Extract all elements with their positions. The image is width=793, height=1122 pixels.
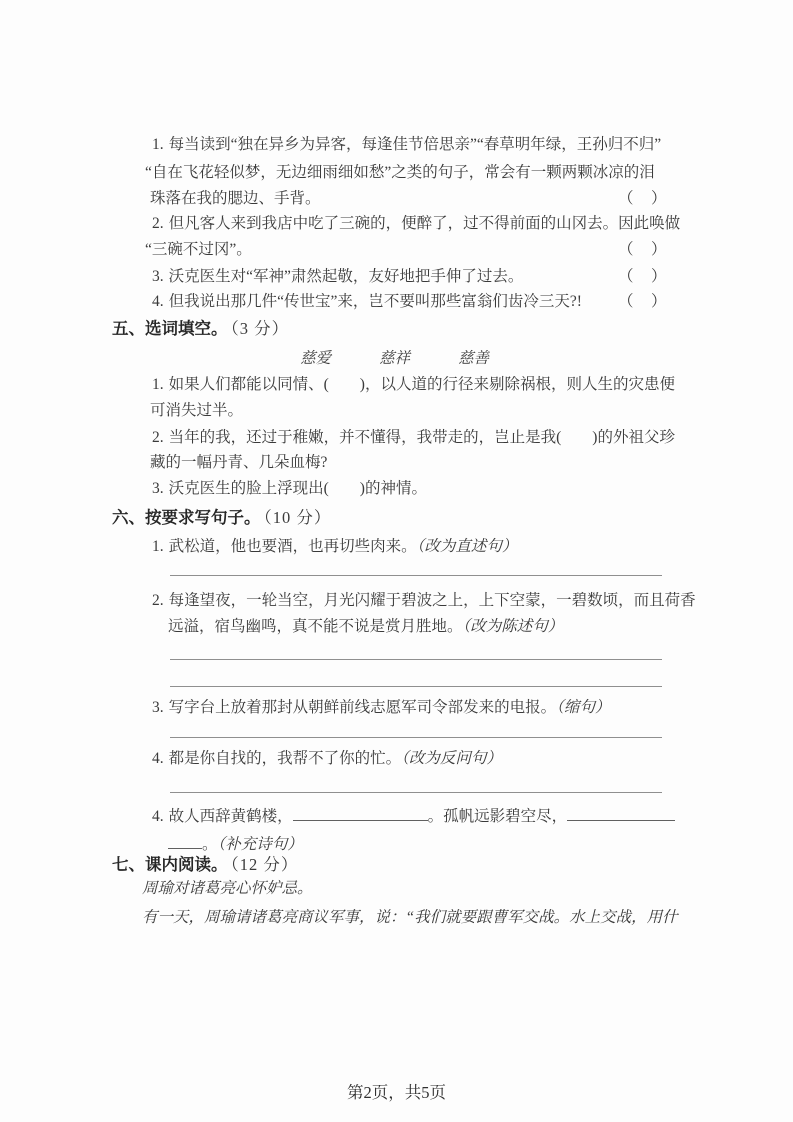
item-text: 武松道，他也要酒，也再切些肉来。: [168, 538, 417, 555]
item-number: 2.: [152, 215, 164, 232]
item-text: “三碗不过冈”。: [145, 241, 252, 258]
item-text: 沃克医生的脸上浮现出( )的神情。: [168, 480, 427, 497]
item-number: 1.: [152, 136, 164, 153]
six-item-2-line-1: [152, 590, 696, 612]
section-points: （3 分）: [230, 319, 290, 338]
item-text: 珠落在我的腮边、手背。: [150, 190, 321, 207]
item-text: 当年的我，还过于稚嫩，并不懂得，我带走的，岂止是我( )的外祖父珍: [168, 429, 675, 446]
five-item-3-line-1: [152, 478, 427, 500]
word-bank-option: 慈祥: [379, 350, 411, 367]
paragraph-text: 周瑜对诸葛亮心怀妒忌。: [142, 880, 313, 897]
judge-item-1-line-3: [150, 188, 321, 210]
item-number: 1.: [152, 376, 164, 393]
item-text: 如果人们都能以同情、( )，以人道的行径来剔除祸根，则人生的灾患便: [168, 376, 675, 393]
item-text: 都是你自找的，我帮不了你的忙。: [168, 750, 402, 767]
answer-line: [170, 792, 662, 793]
judge-item-3-line-1: [152, 266, 523, 288]
poem-blank: [567, 807, 675, 821]
item-text: 远溢，宿鸟幽鸣，真不能不说是赏月胜地。: [168, 618, 463, 635]
section-seven-heading: [112, 854, 298, 876]
item-text: 但凡客人来到我店中吃了三碗的，便醉了，过不得前面的山冈去。因此唤做: [168, 215, 681, 232]
answer-bracket: （ ）: [618, 293, 668, 310]
five-item-2-line-2: [150, 452, 327, 474]
judge-item-1-line-1: [152, 134, 661, 156]
judge-item-2-line-2: [145, 239, 252, 261]
poem-text: 。孤帆远影碧空尽，: [427, 808, 568, 825]
word-bank: [300, 348, 489, 370]
item-number: 4.: [152, 293, 164, 310]
six-item-1-line: [152, 536, 517, 558]
section-title: 七、课内阅读。: [112, 855, 228, 874]
rewrite-hint: （缩句）: [556, 699, 611, 716]
item-number: 3.: [152, 268, 164, 285]
section-five-heading: [112, 318, 289, 340]
item-number: 2.: [152, 429, 164, 446]
section-points: （10 分）: [263, 508, 332, 527]
poem-text: 。: [202, 836, 218, 853]
poem-blank: [168, 835, 202, 849]
item-text: 每逢望夜，一轮当空，月光闪耀于碧波之上，上下空蒙，一碧数顷，而且荷香: [168, 592, 696, 609]
item-text: 每当读到“独在异乡为异客，每逢佳节倍思亲”“春草明年绿，王孙归不归”: [168, 136, 662, 153]
page-number-label: 第2页，共5页: [347, 1083, 446, 1102]
item-text: 但我说出那几件“传世宝”来，岂不要叫那些富翁们齿冷三天?!: [168, 293, 582, 310]
section-points: （12 分）: [230, 855, 299, 874]
answer-line: [170, 659, 662, 660]
five-item-2-line-1: [152, 427, 675, 449]
answer-line: [170, 686, 662, 687]
word-bank-option: 慈善: [458, 350, 490, 367]
six-item-2-line-2: [168, 616, 563, 638]
judge-item-4-line-1: [152, 291, 582, 313]
section-six-heading: [112, 507, 331, 529]
section-title: 五、选词填空。: [112, 319, 228, 338]
reading-paragraph-1: [142, 878, 313, 900]
item-text: “自在飞花轻似梦，无边细雨细如愁”之类的句子，常会有一颗两颗冰凉的泪: [145, 164, 655, 181]
word-bank-option: 慈爱: [300, 350, 332, 367]
reading-paragraph-2: [142, 907, 678, 929]
item-number: 1.: [152, 538, 164, 555]
five-item-1-line-2: [150, 400, 243, 422]
six-item-5-line-1: [152, 806, 675, 828]
answer-bracket: （ ）: [618, 241, 668, 258]
item-text: 沃克医生对“军神”肃然起敬，友好地把手伸了过去。: [168, 268, 524, 285]
item-text: 可消失过半。: [150, 402, 244, 419]
judge-item-2-line-1: [152, 213, 680, 235]
item-number: 2.: [152, 592, 164, 609]
six-item-4-line: [152, 748, 502, 770]
item-text: 写字台上放着那封从朝鲜前线志愿军司令部发来的电报。: [168, 699, 557, 716]
judge-item-1-line-2: [145, 162, 655, 184]
six-item-5-line-2: [168, 834, 303, 856]
answer-line: [170, 575, 662, 576]
poem-blank: [293, 807, 428, 821]
five-item-1-line-1: [152, 374, 675, 396]
item-number: 4.: [152, 808, 164, 825]
rewrite-hint: （改为陈述句）: [462, 618, 564, 635]
section-title: 六、按要求写句子。: [112, 508, 261, 527]
answer-line: [170, 737, 662, 738]
paragraph-text: 有一天，周瑜请诸葛亮商议军事，说：“我们就要跟曹军交战。水上交战，用什: [142, 909, 678, 926]
item-number: 3.: [152, 480, 164, 497]
item-number: 3.: [152, 699, 164, 716]
rewrite-hint: （改为直述句）: [416, 538, 518, 555]
poem-text: 故人西辞黄鹤楼，: [168, 808, 293, 825]
answer-bracket: （ ）: [618, 268, 668, 285]
answer-bracket: （ ）: [618, 190, 668, 207]
rewrite-hint: （补充诗句）: [217, 836, 303, 853]
six-item-3-line: [152, 697, 610, 719]
rewrite-hint: （改为反问句）: [401, 750, 502, 767]
item-text: 藏的一幅丹青、几朵血梅?: [150, 454, 328, 471]
item-number: 4.: [152, 750, 164, 767]
